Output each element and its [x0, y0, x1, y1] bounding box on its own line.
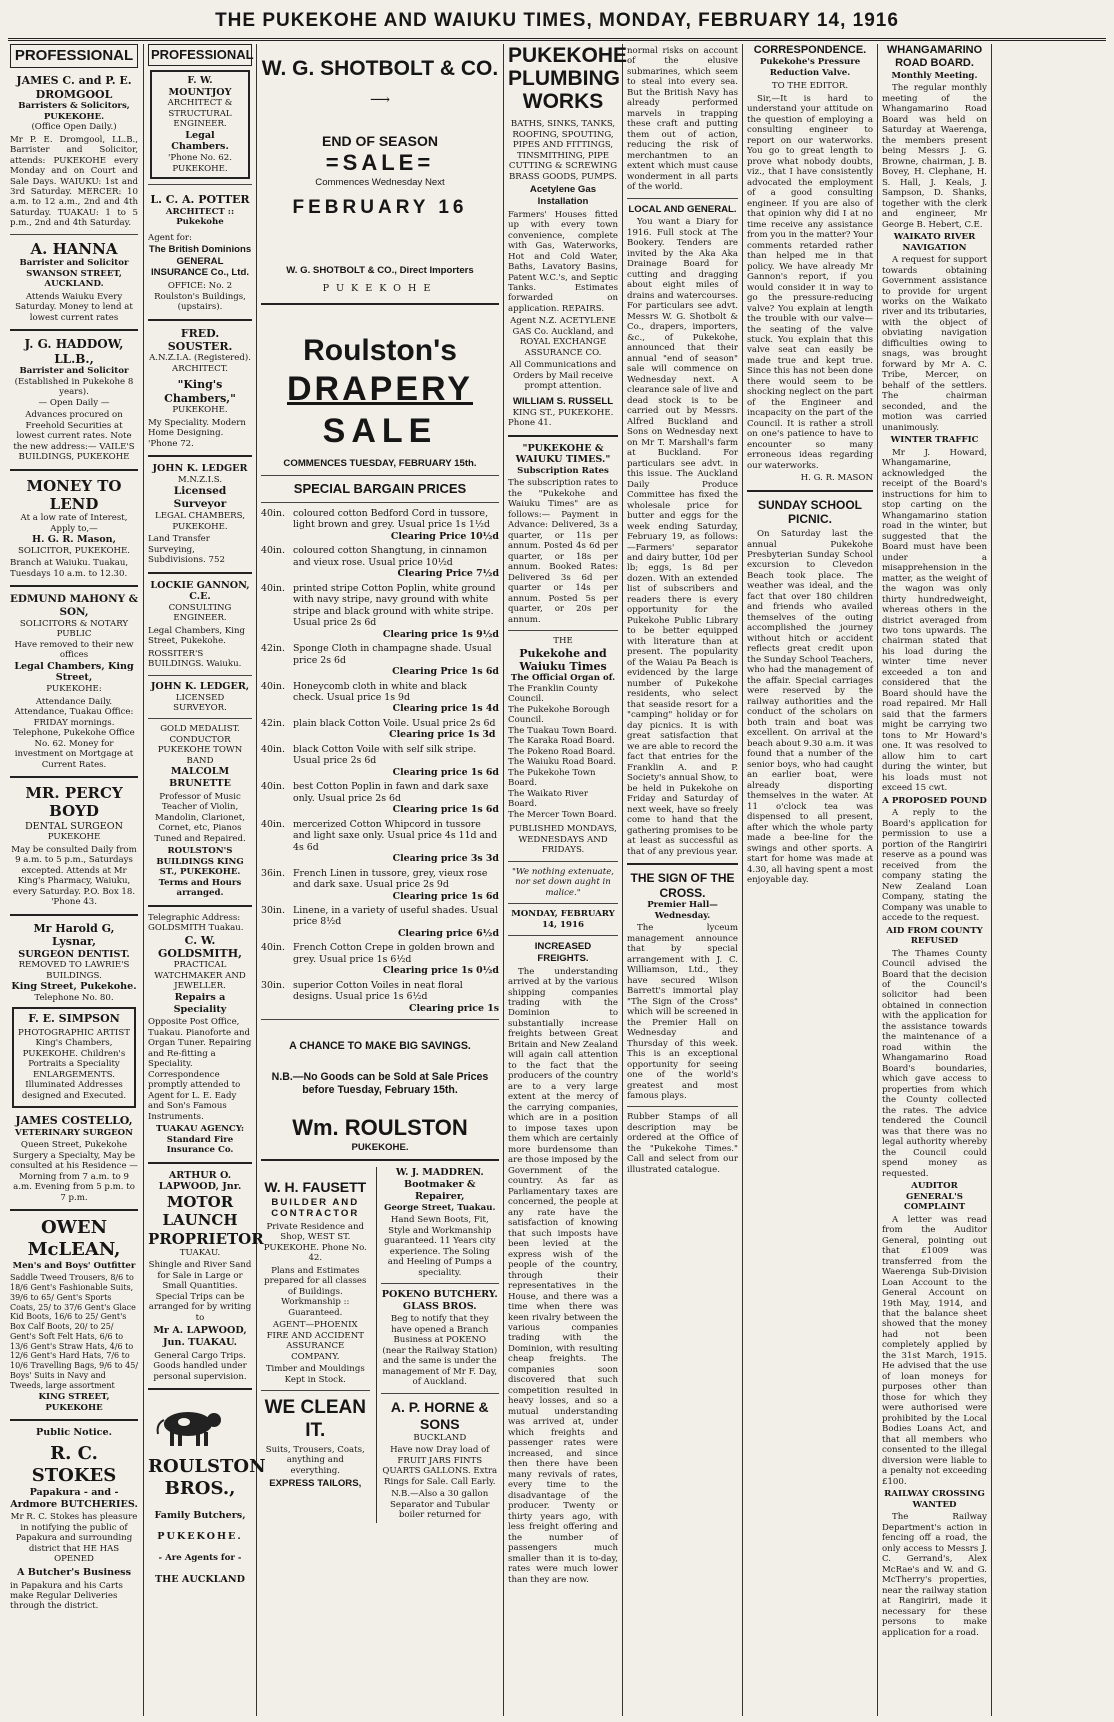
sale-item-description: French Linen in tussore, grey, vieux rose and dark saxe. Usual price 2s 9d — [293, 867, 488, 891]
lower-ads-right — [376, 1167, 499, 1522]
mahony-town: PUKEKOHE: — [46, 684, 102, 695]
sale-item-body — [293, 508, 499, 542]
mountjoy-ad — [150, 70, 250, 179]
shotbolt-name: W. G. SHOTBOLT & CO. — [261, 57, 499, 80]
souster-subtitle: A.N.Z.I.A. (Registered). — [149, 353, 251, 364]
clean-text: Suits, Trousers, Coats, anything and everything. — [265, 1444, 365, 1476]
lower-ads — [261, 1167, 499, 1522]
organisation-item: The Waiuku Road Board. — [508, 757, 617, 768]
roulston-bros-subtitle: Family Butchers, — [154, 1509, 246, 1521]
sale-item — [261, 905, 499, 939]
sale-item-body — [293, 868, 499, 902]
fausett-timber: Timber and Mouldings Kept in Stock. — [265, 1364, 365, 1385]
roulston-bros-town: PUKEKOHE. — [157, 1531, 243, 1543]
gannon-name: LOCKIE GANNON, C.E. — [150, 579, 250, 603]
commences-heading: COMMENCES TUESDAY, FEBRUARY 15th. — [283, 458, 477, 470]
shotbolt-town: PUKEKOHE — [322, 283, 438, 295]
lysnar-address: King Street, Pukekohe. — [11, 981, 137, 993]
sale-item — [261, 681, 499, 715]
column-advertisements — [261, 44, 499, 1716]
picnic-title: SUNDAY SCHOOL PICNIC. — [757, 497, 863, 527]
chance-text: A CHANCE TO MAKE BIG SAVINGS. — [289, 1040, 471, 1053]
lysnar-text: REMOVED TO LAWRIE'S BUILDINGS. — [18, 960, 130, 981]
souster-text: My Speciality. Modern Home Designing. 'Phone 72. — [148, 417, 246, 449]
sale-item-width: 40in. — [261, 507, 285, 519]
ledger-role: Licensed Surveyor — [173, 485, 227, 511]
organisation-item: The Mercer Town Board. — [508, 809, 617, 820]
maddren-address: George Street, Tuakau. — [384, 1202, 496, 1213]
lapwood-town: TUAKAU. — [179, 1247, 221, 1258]
dromgool-office: (Office Open Daily.) — [31, 122, 117, 133]
sale-item-clearing-price: Clearing price 1s 6d — [392, 804, 499, 816]
sale-item-description: plain black Cotton Voile. Usual price 2s 6d — [293, 717, 496, 729]
sale-item-body — [293, 545, 499, 579]
paper-text: The subscription rates to the "Pukekohe and Waiuku Times" are as follows:— Payment in Advance: Delivered, 3s a quarter, or 11s per annum. Posted 4s 6d per quarter, or 18s per annum. Booked Rates: Delivered 3s 6d per quarter or 14s per annum. Posted 5s per quarter, or 20s per annum. — [508, 478, 618, 625]
stokes-name: R. C. STOKES — [31, 1443, 117, 1487]
sale-item-width: 40in. — [261, 743, 285, 755]
potter-office: OFFICE: No. 2 Roulston's Buildings, (upstairs). — [154, 281, 246, 313]
auditor-title: AUDITOR GENERAL'S COMPLAINT — [903, 1181, 966, 1213]
owen-address: KING STREET, PUKEKOHE — [38, 1392, 110, 1413]
issue-date: MONDAY, FEBRUARY 14, 1916 — [511, 909, 615, 930]
sale-item-body — [293, 744, 499, 778]
money-apply: Apply to,— — [50, 523, 98, 534]
sale-item-width: 40in. — [261, 582, 285, 594]
costello-subtitle: VETERINARY SURGEON — [15, 1127, 133, 1138]
sale-item-description: superior Cotton Voiles in neat floral designs. Usual price 1s 6½d — [293, 979, 463, 1003]
simpson-name: F. E. SIMPSON — [28, 1012, 120, 1026]
sale-item — [261, 781, 499, 815]
column-rule — [991, 44, 992, 1716]
official-organ: The Official Organ of. — [510, 673, 616, 684]
correspondence-title: CORRESPONDENCE. — [753, 44, 867, 56]
mountjoy-text: ARCHITECT & STRUCTURAL ENGINEER. — [167, 98, 233, 130]
sale-item-clearing-price: Clearing price 1s — [409, 1002, 499, 1014]
brunette-name: MALCOLM BRUNETTE — [169, 766, 231, 790]
ledger-subtitle: M.N.Z.I.S. — [177, 474, 223, 485]
sale-item-list — [261, 508, 499, 1014]
souster-chambers: "King's Chambers," — [164, 378, 236, 405]
local-text: You want a Diary for 1916. Full stock at The Bookery. Tenders are invited by the Aka Aka Drainage Board for cutting and dragging about eight miles of drains and watercourses. For particulars see advt. Messrs W. G. Shotbolt & Co., drapers, importers, &c., of Pukekohe, announced that their annual "end of season" sale will commence on Wednesday next. A clearance sale of live and dead stock is to be carried out by Messrs. Alfred Buckland and Sons on Wednesday next on Mr T. Marshall's farm at Buckland. For particulars see advt. in this issue. The Auckland Daily Produce Committee has fixed the wholesale price for butter and eggs for the week ending Saturday, February 19, as follows:—Farmers' separator and dairy butter, 10d per lb; eggs, 1s 8d per dozen. With an extended list of subscribers and readers there is every opportunity for the Pukekohe Public Library to be better equipped with literature than at present. The popularity of the Waiau Pa Beach is evidenced by the large number of Pukekohe residents, who select that seaside resort for a "camping" holiday or for day picnics. It is with great satisfaction that we are able to record the fact that entries for the Franklin A. and P. Society's annual Show, to be held in Pukekohe on Friday and Saturday of next week, have so freely come to hand that the gathering promises to be at least as successful as that of any previous year. — [627, 217, 738, 857]
sale-heading-2: SALE — [322, 411, 438, 450]
haddow-text: Advances procured on Freehold Securities at lowest current rates. Note the new address:— VAILE'S BUILDINGS, PUKEKOHE — [13, 410, 135, 463]
plumbing-body: Farmers' Houses fitted up with every town convenience, complete with Gas, Waterworks, Hot and Cold Water, Baths, Lavatory Basins, Patent W.C.'s, and Septic Tanks. Estimates forwarded on application. REPAIRS. — [508, 209, 618, 314]
plumbing-agent: Agent N.Z. ACETYLENE GAS Co. Auckland, and ROYAL EXCHANGE ASSURANCE CO. — [510, 316, 616, 358]
plumbing-text: BATHS, SINKS, TANKS, ROOFING, SPOUTING, PIPES AND FITTINGS, TINSMITHING, PIPE CUTTING & SCREWING BRASS GOODS, PUMPS. — [508, 119, 618, 182]
road-text: The regular monthly meeting of the Whangamarino Road Board was held on Saturday at Waerenga, the members present being Messrs J. G. Browne, chairman, J. B. Bovey, H. Clephane, H. S. Hall, J. Keals, J. Sampson, D. Shanks, together with the clerk and engineer, Mr George B. Hebert, C.E. — [882, 83, 987, 230]
ledger-address: LEGAL CHAMBERS, PUKEKOHE. — [155, 511, 245, 532]
traffic-text: Mr J. Howard, Whangamarine, acknowledged the receipt of the Board's instructions for him to stop carting on the Whangamarino station road in the winter, but suggested that the Board must have been under a misapprehension in the matter, as the weight of the wagon was only thirty hundredweight, whereas others in the district averaged from two tons upwards. The chairman stated that his load during the winter time never exceeded a ton and considered that the Board should have the road repaired. Mr Hall said that the farmers might be carrying two tons to Mr Howard's one. It was resolved to allow him to cart during the winter, but his loads must not exceed 15 cwt. — [882, 447, 987, 794]
motto-text: "We nothing extenuate, nor set down aught in malice." — [511, 866, 615, 898]
nb-text: N.B.—No Goods can be Sold at Sale Prices before Tuesday, February 15th. — [271, 1071, 489, 1097]
mahony-subtitle: SOLICITORS & NOTARY PUBLIC — [19, 618, 129, 640]
roulston-bros-the: THE AUCKLAND — [155, 1573, 245, 1585]
pound-title: A PROPOSED POUND — [882, 795, 987, 806]
sale-item-clearing-price: Clearing price 1s 9½d — [382, 628, 499, 640]
roulstons-heading: Roulston's — [303, 333, 457, 367]
sale-item-clearing-price: Clearing price 1s 4d — [392, 703, 499, 715]
ledger2-name: JOHN K. LEDGER, — [150, 680, 250, 692]
organisation-item: The Waikato River Board. — [508, 788, 588, 810]
masthead — [8, 6, 1106, 41]
sale-item-width: 40in. — [261, 680, 285, 692]
sale-item — [261, 545, 499, 579]
horne-name: A. P. HORNE & SONS — [390, 1398, 489, 1432]
column-professional-1 — [10, 44, 138, 1716]
lapwood-more: General Cargo Trips. Goods handled under personal supervision. — [153, 1350, 247, 1382]
money-name: H. G. R. Mason, — [32, 534, 116, 546]
mahony-address: Legal Chambers, King Street, — [14, 660, 134, 684]
horne-town: BUCKLAND — [413, 1432, 467, 1443]
lysnar-telephone: Telephone No. 80. — [34, 992, 114, 1003]
sale-item-description: printed stripe Cotton Poplin, white ground with navy stripe, navy ground with white stripe and black ground with white stripe. Usual price 2s 6d — [293, 582, 496, 629]
mahony-moved: Have removed to their new offices — [14, 639, 134, 661]
owen-subtitle: Men's and Boys' Outfitter — [12, 1260, 136, 1271]
sale-item-clearing-price: Clearing Price 7½d — [397, 568, 499, 580]
souster-role: ARCHITECT. — [172, 363, 228, 374]
road-subtitle: Monthly Meeting. — [891, 70, 978, 81]
cross-subtitle: Premier Hall—Wednesday. — [647, 900, 718, 921]
sale-word: SALE — [342, 149, 418, 175]
boyd-subtitle: DENTAL SURGEON — [24, 820, 124, 832]
sale-date: FEBRUARY 16 — [292, 197, 468, 219]
column-rule — [143, 44, 144, 1716]
gannon-more: ROSSITER'S BUILDINGS. Waiuku. — [148, 648, 242, 670]
roulston-bros-name: ROULSTON BROS., — [148, 1455, 266, 1499]
traffic-title: WINTER TRAFFIC — [890, 435, 979, 446]
road-title: WHANGAMARINO ROAD BOARD. — [886, 44, 983, 70]
mahony-name: EDMUND MAHONY & SON, — [10, 593, 138, 619]
russell-address: KING ST., PUKEKOHE. — [512, 407, 614, 418]
lapwood-subtitle: MOTOR LAUNCH PROPRIETOR — [148, 1193, 264, 1248]
dromgool-text: Mr P. E. Dromgool, LL.B., Barrister and Solicitor, attends: PUKEKOHE every Monday and on Court and Sale Days. WAIUKU: 1st and 3rd Saturday. MERCER: 10 a.m. to 12 a.m., 2nd and 4th Saturday. TUAKAU: 1 to 5 p.m., 2nd and 4th Saturday. — [10, 134, 138, 229]
correspondence-to: TO THE EDITOR. — [771, 81, 849, 92]
sale-item-clearing-price: Clearing Price 10½d — [390, 530, 499, 542]
haddow-subtitle: Barrister and Solicitor — [19, 366, 129, 377]
sale-item-body — [293, 718, 495, 741]
sale-item-body — [293, 781, 499, 815]
mountjoy-name: F. W. MOUNTJOY — [168, 74, 232, 98]
potter-subtitle: ARCHITECT :: Pukekohe — [165, 206, 235, 227]
column-right-edge — [995, 44, 1106, 1716]
russell-phone: Phone 41. — [508, 418, 552, 429]
paper-the: THE — [553, 636, 573, 647]
cross-footer: Rubber Stamps of all description may be ordered at the Office of the "Pukekohe Times." Call and select from our illustrated catalogue. — [627, 1112, 738, 1175]
special-heading: SPECIAL BARGAIN PRICES — [293, 481, 467, 497]
river-text: A request for support towards obtaining Government assistance to provide for urgent works on the Waikato river and its tributaries, with the object of obviating navigation difficulties owing to snags, was brought forward by Mr A. C. Tribe, Mercer, on behalf of the settlers. The chairman seconded, and the motion was carried unanimously. — [882, 255, 987, 433]
money-role: SOLICITOR, PUKEKOHE. — [17, 546, 131, 556]
stokes-more: in Papakura and his Carts make Regular Deliveries through the district. — [10, 1580, 123, 1612]
paper-subtitle: Subscription Rates — [517, 465, 609, 476]
organisation-item: The Pukekohe Town Board. — [508, 767, 596, 789]
sale-item-body — [293, 905, 499, 939]
clean-heading: WE CLEAN IT. — [264, 1397, 366, 1442]
sale-item-clearing-price: Clearing price 1s 6d — [392, 890, 499, 902]
sale-item-width: 30in. — [261, 904, 285, 916]
organisation-list — [508, 684, 618, 820]
sale-item — [261, 942, 499, 976]
correspondence-text: Sir,—It is hard to understand your attitude on the question of employing a consulting engineer to report on our waterworks. You go to great length to prove what nobody doubts, viz., that I have consistently advocated the employment of a good consulting engineer. If you are also of that opinion why did I at no time receive any assistance from you in the matter? Your comments retarded rather than helped me in that policy. We have already Mr Gannon's report, if you would consider it in way to go the pressure-reducing valve? You explain at length the trouble with our valve—the seating of the valve stuck. You explain that this valve seat can easily be made true and kept true. Since this has not been done there would seem to be shocking neglect on the part of the Engineer and incapacity on the part of the Council. It is rather a stroll on one's patience to have to encounter so many erroneous ideas regarding our waterworks. — [747, 93, 873, 471]
souster-town: PUKEKOHE. — [172, 405, 228, 416]
ledger2-subtitle: LICENSED SURVEYOR. — [173, 692, 227, 713]
paper-title: "PUKEKOHE & WAIUKU TIMES." — [515, 442, 611, 466]
pokeno-text: Beg to notify that they have opened a Branch Business at POKENO (near the Railway Station) and the same is under the management of Mr F. Day, of Auckland. — [382, 1314, 498, 1388]
mountjoy-phone: 'Phone No. 62. PUKEKOHE. — [168, 153, 232, 174]
potter-company: The British Dominions GENERAL INSURANCE Co., Ltd. — [148, 243, 252, 279]
sale-item-description: coloured cotton Bedford Cord in tussore, light brown and grey. Usual price 1s 1½d — [293, 507, 490, 531]
mahony-text: Attendance Daily. Attendance, Tuakau Office: FRIDAY mornings. Telephone, Pukekohe Office No. 62. Money for investment on Mortgage at Current Rates. — [13, 696, 135, 770]
organisation-item: The Karaka Road Board. — [508, 736, 615, 747]
column-road-board — [882, 44, 987, 1716]
sale-item-clearing-price: Clearing price 3s 3d — [392, 853, 499, 865]
stokes-business: A Butcher's Business — [17, 1566, 131, 1578]
column-rule — [877, 44, 878, 1716]
sale-item-description: coloured cotton Shangtung, in cinnamon and vieux rose. Usual price 10½d — [293, 545, 488, 568]
column-correspondence — [747, 44, 873, 1716]
sale-item — [261, 718, 499, 741]
costello-name: JAMES COSTELLO, — [15, 1114, 133, 1128]
sale-item — [261, 643, 499, 677]
organisation-item: The Pokeno Road Board. — [508, 746, 616, 757]
organisation-item: The Tuakau Town Board. — [508, 725, 617, 736]
goldsmith-more: Opposite Post Office, Tuakau. Pianoforte and Organ Tuner. Repairing and Re-fitting a Speciality. Correspondence promptly attended to Agent for L. E. Eady and Son's Famous Instruments. — [148, 1017, 252, 1122]
sale-item-description: Honeycomb cloth in white and black check. Usual price 1s 9d — [293, 680, 467, 703]
sale-item-clearing-price: Clearing price 6½d — [397, 927, 499, 939]
sale-item — [261, 583, 499, 640]
sale-item — [261, 819, 499, 865]
money-subtitle: At a low rate of Interest, — [20, 513, 128, 524]
sale-item-width: 30in. — [261, 979, 285, 991]
sale-item-body — [293, 942, 499, 976]
sale-item — [261, 868, 499, 902]
sale-item-width: 42in. — [261, 643, 285, 655]
plumbing-acetylene: Acetylene Gas Installation — [529, 184, 597, 207]
sale-item-width: 40in. — [261, 545, 285, 557]
money-text: Branch at Waiuku. Tuakau, Tuesdays 10 a.m. to 12.30. — [10, 558, 129, 579]
russell-name: WILLIAM S. RUSSELL — [512, 395, 614, 407]
local-title: LOCAL AND GENERAL. — [628, 203, 737, 215]
sale-item-description: French Cotton Crepe in golden brown and grey. Usual price 1s 6½d — [293, 942, 495, 965]
masthead-title: THE PUKEKOHE AND WAIUKU TIMES, MONDAY, FEBRUARY 14, 1916 — [215, 10, 899, 31]
goldsmith-repairs: Repairs a Speciality — [173, 991, 227, 1015]
money-title: MONEY TO LEND — [26, 476, 122, 514]
dromgool-subtitle: Barristers & Solicitors, PUKEKOHE. — [18, 101, 130, 122]
maddren-subtitle: Bootmaker & Repairer, — [404, 1179, 476, 1202]
simpson-ad — [12, 1007, 136, 1108]
hanna-text: Attends Waiuku Every Saturday. Money to lend at lowest current rates — [15, 291, 133, 323]
dromgool-name: JAMES C. and P. E. DROMGOOL — [16, 74, 132, 101]
sale-item-body — [293, 643, 499, 677]
pound-text: A reply to the Board's application for permission to use a portion of the Rangiriri reserve as a pound was received from the company stating the New Zealand Loan Company, stating the Company was unable to accede to the request. — [882, 808, 987, 924]
haddow-established: (Established in Pukekohe 8 years). — [14, 376, 134, 398]
arrow-icon: ⟶ — [369, 91, 391, 108]
column-local-news — [627, 44, 738, 1716]
sale-item-width: 36in. — [261, 867, 285, 879]
horne-more: N.B.—Also a 30 gallon Separator and Tubular boiler returned for — [390, 1489, 490, 1521]
goldsmith-text: PRACTICAL WATCHMAKER AND JEWELLER. — [154, 960, 246, 992]
continued-text: normal risks on account of the elusive submarines, which seem to steal into every sea. But the British Navy has already performed marvels in trapping these craft and putting them out of action, reducing the risk of merchantmen to an extent which must cause wonderment in all parts of the world. — [627, 46, 738, 193]
mountjoy-address: Legal Chambers. — [171, 129, 229, 153]
sale-item-clearing-price: Clearing price 1s 6d — [392, 766, 499, 778]
hanna-subtitle: Barrister and Solicitor SWANSON STREET, AUCKLAND. — [19, 258, 129, 290]
organisation-item: The Pukekohe Borough Council. — [508, 704, 610, 726]
sale-item-description: Linene, in a variety of useful shades. Usual price 8½d — [293, 904, 498, 928]
fausett-subtitle: BUILDER AND CONTRACTOR — [271, 1196, 360, 1220]
sale-item-width: 40in. — [261, 818, 285, 830]
plumbing-title: PUKEKOHE PLUMBING WORKS — [508, 44, 628, 114]
published-text: PUBLISHED MONDAYS, WEDNESDAYS AND FRIDAYS. — [509, 824, 617, 856]
lapwood-name: ARTHUR O. LAPWOOD, Jnr. — [158, 1169, 242, 1193]
lysnar-name: Mr Harold G, Lysnar, — [33, 921, 115, 949]
wm-roulston-town: PUKEKOHE. — [351, 1141, 409, 1153]
owen-text: Saddle Tweed Trousers, 8/6 to 18/6 Gent's Fashionable Suits, 39/6 to 65/ Gent's Sports Coats, 25/ to 37/6 Gent's Glace Kid Boots, 16/6 to 25/ Gent's Box Calf Boots, 20/ to 25/ Gent's Soft Felt Hats, 6/6 to 13/6 Gent's Straw Hats, 4/6 to 12/6 Gent's Hard Hats, 7/6 to 10/6 Travelling Bags, 9/6 to 45/ Boys' Suits in Navy and Tweeds, large assortment — [10, 1273, 139, 1390]
times-title: Pukekohe and Waiuku Times — [519, 646, 607, 674]
lower-ads-left — [261, 1167, 370, 1522]
haddow-open: — Open Daily — — [38, 397, 110, 408]
haddow-name: J. G. HADDOW, LL.B., — [24, 337, 124, 366]
maddren-text: Hand Sewn Boots, Fit, Style and Workmanship guaranteed. 11 Years city experience. The Soling and Heeling of Pumps a speciality. — [384, 1215, 496, 1278]
sale-item-width: 42in. — [261, 717, 285, 729]
potter-agent: Agent for: — [148, 233, 192, 244]
sale-item-width: 40in. — [261, 942, 285, 954]
hanna-name: A. HANNA — [30, 239, 118, 258]
stokes-text: Mr R. C. Stokes has pleasure in notifying the public of Papakura and surrounding district that HE HAS OPENED — [10, 1512, 138, 1565]
commences-text: Commences Wednesday Next — [315, 176, 445, 188]
plumbing-orders: All Communications and Orders by Mail receive prompt attention. — [509, 360, 617, 392]
ledger-text: Land Transfer Surveying, Subdivisions. 752 — [148, 534, 225, 566]
railway-text: The Railway Department's action in fencing off a road, the only access to Messrs J. C. Gerrand's, Alex McRae's and W. and G. McTherry's properties, near the railway station at Rangiriri, made it necessary for these persons to make application for a road. — [882, 1512, 987, 1638]
cow-illustration-icon — [148, 1400, 228, 1448]
maddren-name: W. J. MADDREN. — [395, 1167, 484, 1179]
column-rule — [742, 44, 743, 1716]
column-rule — [622, 44, 623, 1716]
gannon-text: Legal Chambers, King Street, Pukekohe. — [148, 625, 246, 647]
railway-title: RAILWAY CROSSING WANTED — [884, 1489, 985, 1510]
drapery-heading: DRAPERY — [287, 370, 473, 409]
sale-item-body — [293, 980, 499, 1014]
notice-title: Public Notice. — [36, 1427, 112, 1439]
boyd-name: MR. PERCY BOYD — [25, 784, 123, 821]
sale-item-clearing-price: Clearing price 1s 3d — [389, 729, 496, 741]
potter-name: L. C. A. POTTER — [150, 193, 250, 207]
aid-title: AID FROM COUNTY REFUSED — [886, 925, 983, 947]
sale-item-body — [293, 681, 499, 715]
fausett-address: Private Residence and Shop, WEST ST. PUKEKOHE. Phone No. 42. — [263, 1221, 367, 1264]
sale-item-clearing-price: Clearing price 1s 0½d — [382, 965, 499, 977]
sale-item-description: best Cotton Poplin in fawn and dark saxe only. Usual price 2s 6d — [293, 781, 489, 804]
organisation-item: The Franklin County Council. — [508, 683, 598, 705]
cross-title: THE SIGN OF THE CROSS. — [630, 871, 735, 900]
costello-text: Queen Street, Pukekohe Surgery a Specialty, May be consulted at his Residence — Morning from 7 a.m. to 9 a.m. Evening from 5 p.m. to 7 p.m. — [10, 1140, 138, 1203]
column-plumbing — [508, 44, 628, 1716]
auditor-text: A letter was read from the Auditor General, pointing out that £1009 was transferred from the Waerenga Sub-Division Loan Account to the General Account on 19th May, 1914, and that the balance sheet showed that the money had not been completely applied by the 31st March, 1915. He advised that the use of loan moneys for purposes other than those for which they were authorised were prohibited by the Local Bodies Loans Act, and that all members who consented to the illegal diversion were liable to a penalty not exceeding £100. — [882, 1214, 987, 1487]
owen-name: OWEN McLEAN, — [27, 1217, 121, 1260]
freight-text: The understanding arrived at by the various shipping companies trading with the Dominion to substantially increase freights between Great Britain and New Zealand will again call attention to the fact that the producers of the country are to a very large extent at the mercy of the carrying companies, which are in a position to impose taxes upon them which are certainly more burdensome than are those imposed by the Government of the country. As far as Parliamentary taxes are concerned, the people at any rate have the satisfaction of knowing that such imposts have been levied at the express wish of the people of the country, through their representatives in the House, and there was a time when there was keen rivalry between the various companies trading with the Dominion, with resulting cheap freights. The companies soon discovered that such competition resulted in heavy losses, and so a mutual understanding was arrived at, under which freights and passenger rates were increased, and since then there have been many revivals of rates, every time to the disadvantage of the producer. Twenty or thirty years ago, with less freight offering and the number of passengers much smaller than it is to-day, rates were much lower than they are now. — [508, 966, 618, 1585]
fausett-text: Plans and Estimates prepared for all classes of Buildings. Workmanship :: Guaranteed. — [264, 1265, 367, 1318]
stokes-subtitle: Papakura - and - Ardmore BUTCHERIES. — [10, 1486, 138, 1510]
correspondence-subtitle: Pukekohe's Pressure Reduction Valve. — [759, 57, 861, 78]
simpson-text: PHOTOGRAPHIC ARTIST King's Chambers, PUKEKOHE. Children's Portraits a Speciality ENLARGEMENTS. Illuminated Addresses designed and Executed. — [18, 1027, 130, 1101]
shotbolt-footer: W. G. SHOTBOLT & CO., Direct Importers — [286, 265, 474, 277]
goldsmith-telegraphic: Telegraphic Address: GOLDSMITH Tuakau. — [148, 912, 244, 934]
horne-text: Have now Dray load of FRUIT JARS FINTS QUARTS GALLONS. Extra Rings for Sale. Call Early. — [382, 1445, 498, 1487]
column-rule — [503, 44, 504, 1716]
river-title: WAIKATO RIVER NAVIGATION — [893, 232, 976, 253]
fausett-agent: AGENT—PHOENIX FIRE AND ACCIDENT ASSURANCE COMPANY. — [266, 1320, 364, 1362]
sale-item-description: Sponge Cloth in champagne shade. Usual price 2s 6d — [293, 643, 492, 666]
sale-item — [261, 508, 499, 542]
sale-item-body — [293, 583, 499, 640]
ledger-name: JOHN K. LEDGER — [152, 463, 248, 475]
brunette-text: Professor of Music Teacher of Violin, Mandolin, Clarionet, Cornet, etc, Pianos Tuned and Repaired. — [154, 791, 246, 844]
sale-item-description: black Cotton Voile with self silk stripe. Usual price 2s 6d — [293, 743, 477, 767]
pokeno-subtitle: GLASS BROS. — [402, 1300, 477, 1312]
freight-title: INCREASED FREIGHTS. — [534, 941, 592, 964]
brunette-medal: GOLD MEDALIST. CONDUCTOR PUKEKOHE TOWN BAND — [157, 724, 243, 766]
season-heading: END OF SEASON — [322, 132, 438, 149]
section-heading: PROFESSIONAL — [10, 44, 138, 68]
sale-item-description: mercerized Cotton Whipcord in tussore and light saxe only. Usual price 4s 11d and 4s 6d — [293, 818, 498, 853]
lapwood-text: Shingle and River Sand for Sale in Large or Small Quantities. Special Trips can be arranged for by writing to — [148, 1260, 252, 1323]
goldsmith-agency: TUAKAU AGENCY: Standard Fire Insurance Co. — [155, 1124, 245, 1156]
boyd-town: PUKEKOHE — [47, 832, 101, 843]
sale-heading: =SALE= — [325, 149, 435, 175]
section-heading: PROFESSIONAL — [148, 44, 252, 66]
wm-roulston: Wm. ROULSTON — [292, 1114, 468, 1140]
picnic-text: On Saturday last the annual Pukekohe Presbyterian Sunday School excursion to Clevedon Beach took place. The weather was ideal, and the fact that over 180 children and friends who availed themselves of the outing accomplished the journey without hitch or accident reflects great credit upon the Sunday School Teachers, who had the management of the affair. Special carriages were reserved by the railway authorities and the conduct of the scholars on both train and boat was excellent. On arrival at the beach about 9.30 a.m. it was found that a number of the senior boys, who had caught an earlier boat, were already disporting themselves in the water. At 11 o'clock tea was dispensed to all present, after which the whole party made a bee-line for the swings and other sports. A start for home was made at 4.30, all having spent a most enjoyable day. — [747, 529, 873, 886]
column-professional-2 — [148, 44, 266, 1716]
goldsmith-name: C. W. GOLDSMITH, — [158, 933, 242, 961]
express-tailors: EXPRESS TAILORS, — [269, 1478, 362, 1490]
sale-item-width: 40in. — [261, 781, 285, 793]
correspondence-signature: H. G. R. MASON — [800, 473, 873, 484]
sale-item-body — [293, 819, 499, 865]
gannon-subtitle: CONSULTING ENGINEER. — [168, 602, 232, 624]
aid-text: The Thames County Council advised the Board that the decision of the Council's solicitor had been obtained in connection with the application for the assistance towards the maintenance of a road within the Whangamarino Road Board's boundaries, which gave access to properties from which the County collected the rates. The advice tendered the Council was that there was no legal authority whereby the Council could spend money as requested. — [882, 948, 987, 1179]
brunette-address: ROULSTON'S BUILDINGS KING ST., PUKEKOHE. Terms and Hours arranged. — [156, 846, 244, 899]
fausett-name: W. H. FAUSETT — [264, 1179, 367, 1196]
souster-name: FRED. SOUSTER. — [167, 326, 233, 353]
sale-item-clearing-price: Clearing Price 1s 6d — [392, 666, 499, 678]
sale-item — [261, 980, 499, 1014]
boyd-text: May be consulted Daily from 9 a.m. to 5 p.m., Saturdays excepted. Attends at Mr King's Pharmacy, Waiuku, every Saturday. P.O. Box 18. 'Phone 43. — [11, 844, 137, 908]
lysnar-subtitle: SURGEON DENTIST. — [18, 948, 130, 960]
lapwood-name-2: Mr A. LAPWOOD, Jun. TUAKAU. — [153, 1325, 247, 1348]
sale-item — [261, 744, 499, 778]
roulston-bros-agents: - Are Agents for - — [158, 1553, 242, 1564]
pokeno-name: POKENO BUTCHERY. — [381, 1288, 498, 1300]
cross-text: The lyceum management announce that by special arrangement with J. C. Williamson, Ltd., they have secured Wilson Barrett's immortal play "The Sign of the Cross" which will be screened in the Premier Hall on Wednesday and Thursday of this week. This is an exceptional opportunity for seeing one of the world's greatest and most famous plays. — [627, 923, 739, 1101]
